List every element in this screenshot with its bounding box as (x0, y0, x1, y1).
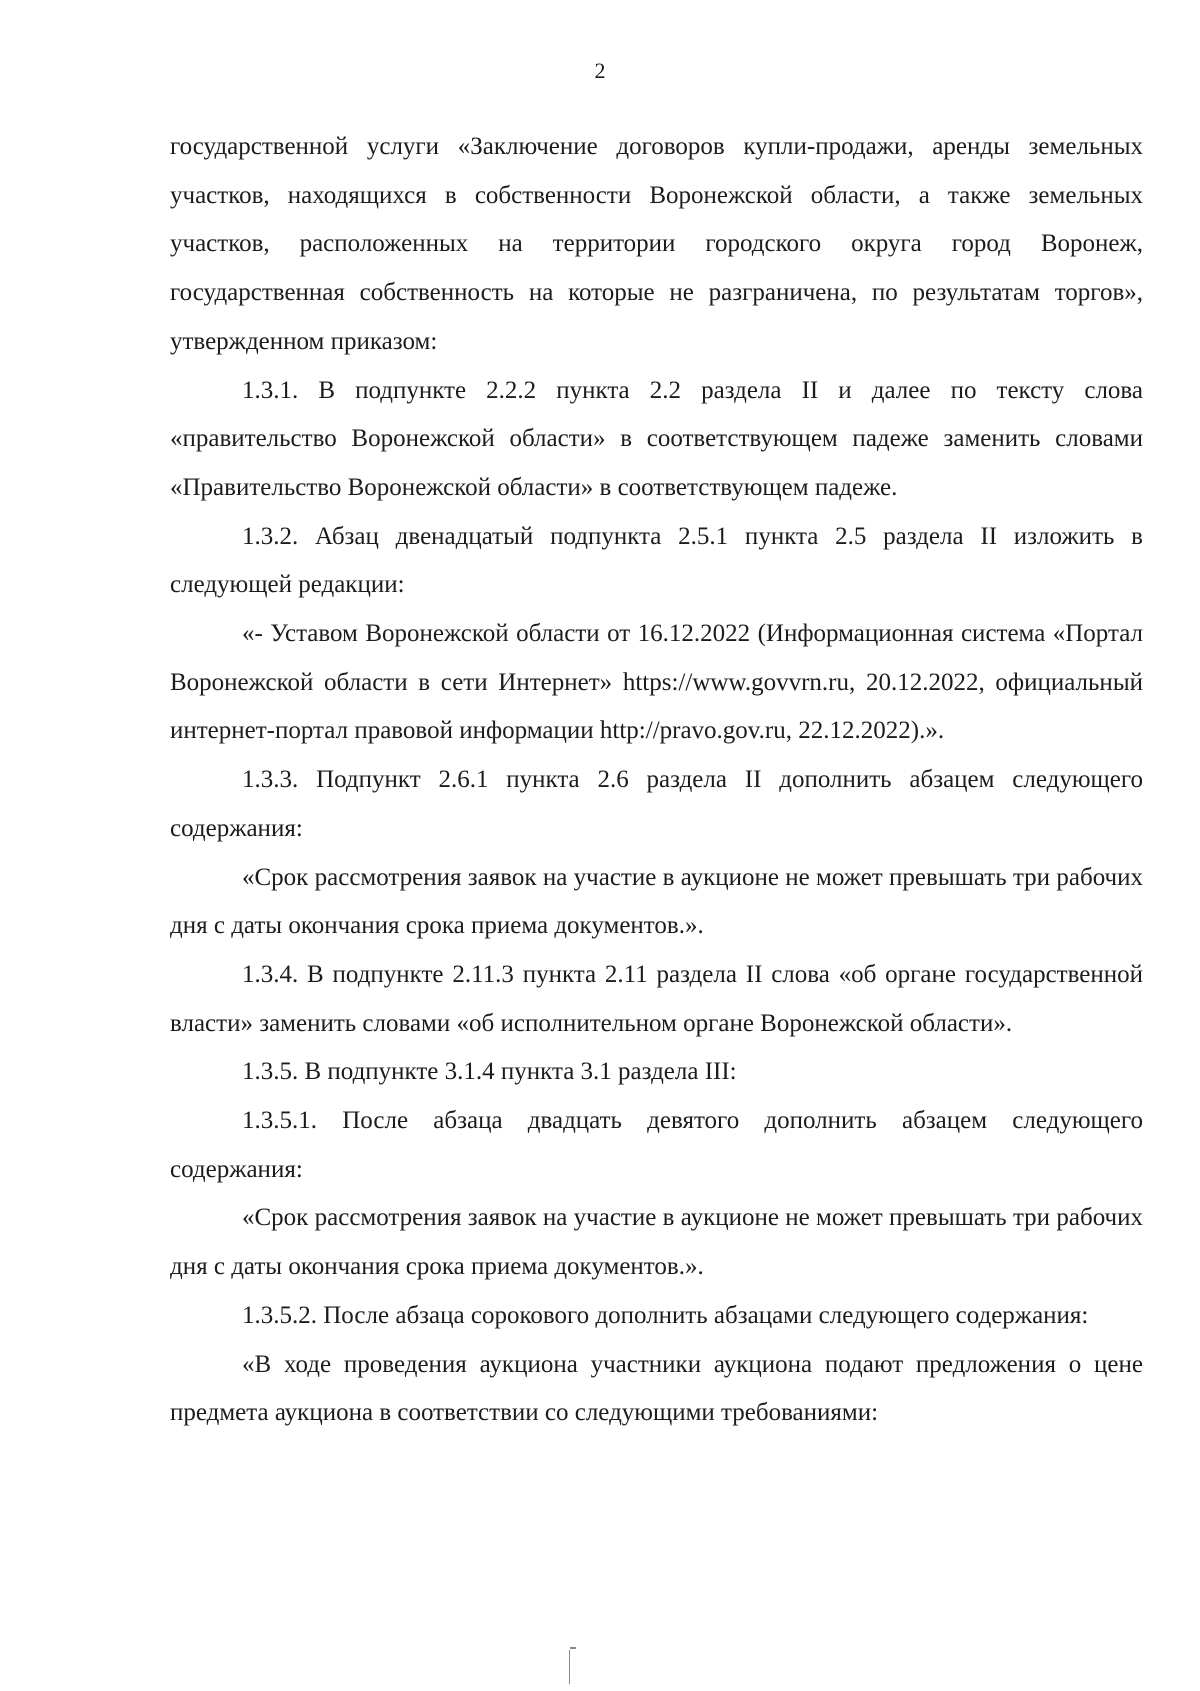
paragraph-1-3-5: 1.3.5. В подпункте 3.1.4 пункта 3.1 раздела III: (242, 1058, 737, 1086)
page-number: 2 (594, 58, 606, 83)
paragraph-1-3-5-2: 1.3.5.2. После абзаца сорокового дополнить абзацами следующего содержания: (242, 1301, 1089, 1329)
paragraph-1-3-3-quote: «Срок рассмотрения заявок на участие в аукционе не может превышать три рабочих дня с даты окончания срока приема документов.». (170, 863, 1143, 940)
paragraph-1-3-5-1: 1.3.5.1. После абзаца двадцать девятого дополнить абзацем следующего содержания: (170, 1107, 1143, 1183)
paragraph-intro: государственной услуги «Заключение договоров купли-продажи, аренды земельных участков, находящихся в собственности Воронежской области, а также земельных участков, расположенных на территории городского округа город Воронеж, государственная собственность на которые не разграничена, по результатам торгов», утвержденном приказом: (170, 133, 1143, 355)
scan-mark (570, 1647, 576, 1649)
scan-mark-line (569, 1650, 570, 1684)
document-body (170, 123, 1143, 1438)
paragraph-1-3-2-quote: «- Уставом Воронежской области от 16.12.2022 (Информационная система «Портал Воронежской области в сети Интернет» https://www.govvrn.ru, 20.12.2022, официальный интернет-портал правовой информации http://pravo.gov.ru, 22.12.2022).». (170, 620, 1143, 745)
paragraph-1-3-3: 1.3.3. Подпункт 2.6.1 пункта 2.6 раздела II дополнить абзацем следующего содержания: (170, 766, 1143, 842)
paragraph-1-3-5-2-quote: «В ходе проведения аукциона участники аукциона подают предложения о цене предмета аукциона в соответствии со следующими требованиями: (170, 1350, 1143, 1427)
paragraph-1-3-2: 1.3.2. Абзац двенадцатый подпункта 2.5.1 пункта 2.5 раздела II изложить в следующей редакции: (170, 522, 1143, 599)
paragraph-1-3-1: 1.3.1. В подпункте 2.2.2 пункта 2.2 раздела II и далее по тексту слова «правительство Воронежской области» в соответствующем падеже заменить словами «Правительство Воронежской области» в соответствующем падеже. (170, 376, 1143, 501)
paragraph-1-3-4: 1.3.4. В подпункте 2.11.3 пункта 2.11 раздела II слова «об органе государственной власти» заменить словами «об исполнительном органе Воронежской области». (170, 960, 1143, 1037)
paragraph-1-3-5-1-quote: «Срок рассмотрения заявок на участие в аукционе не может превышать три рабочих дня с даты окончания срока приема документов.». (170, 1204, 1143, 1281)
